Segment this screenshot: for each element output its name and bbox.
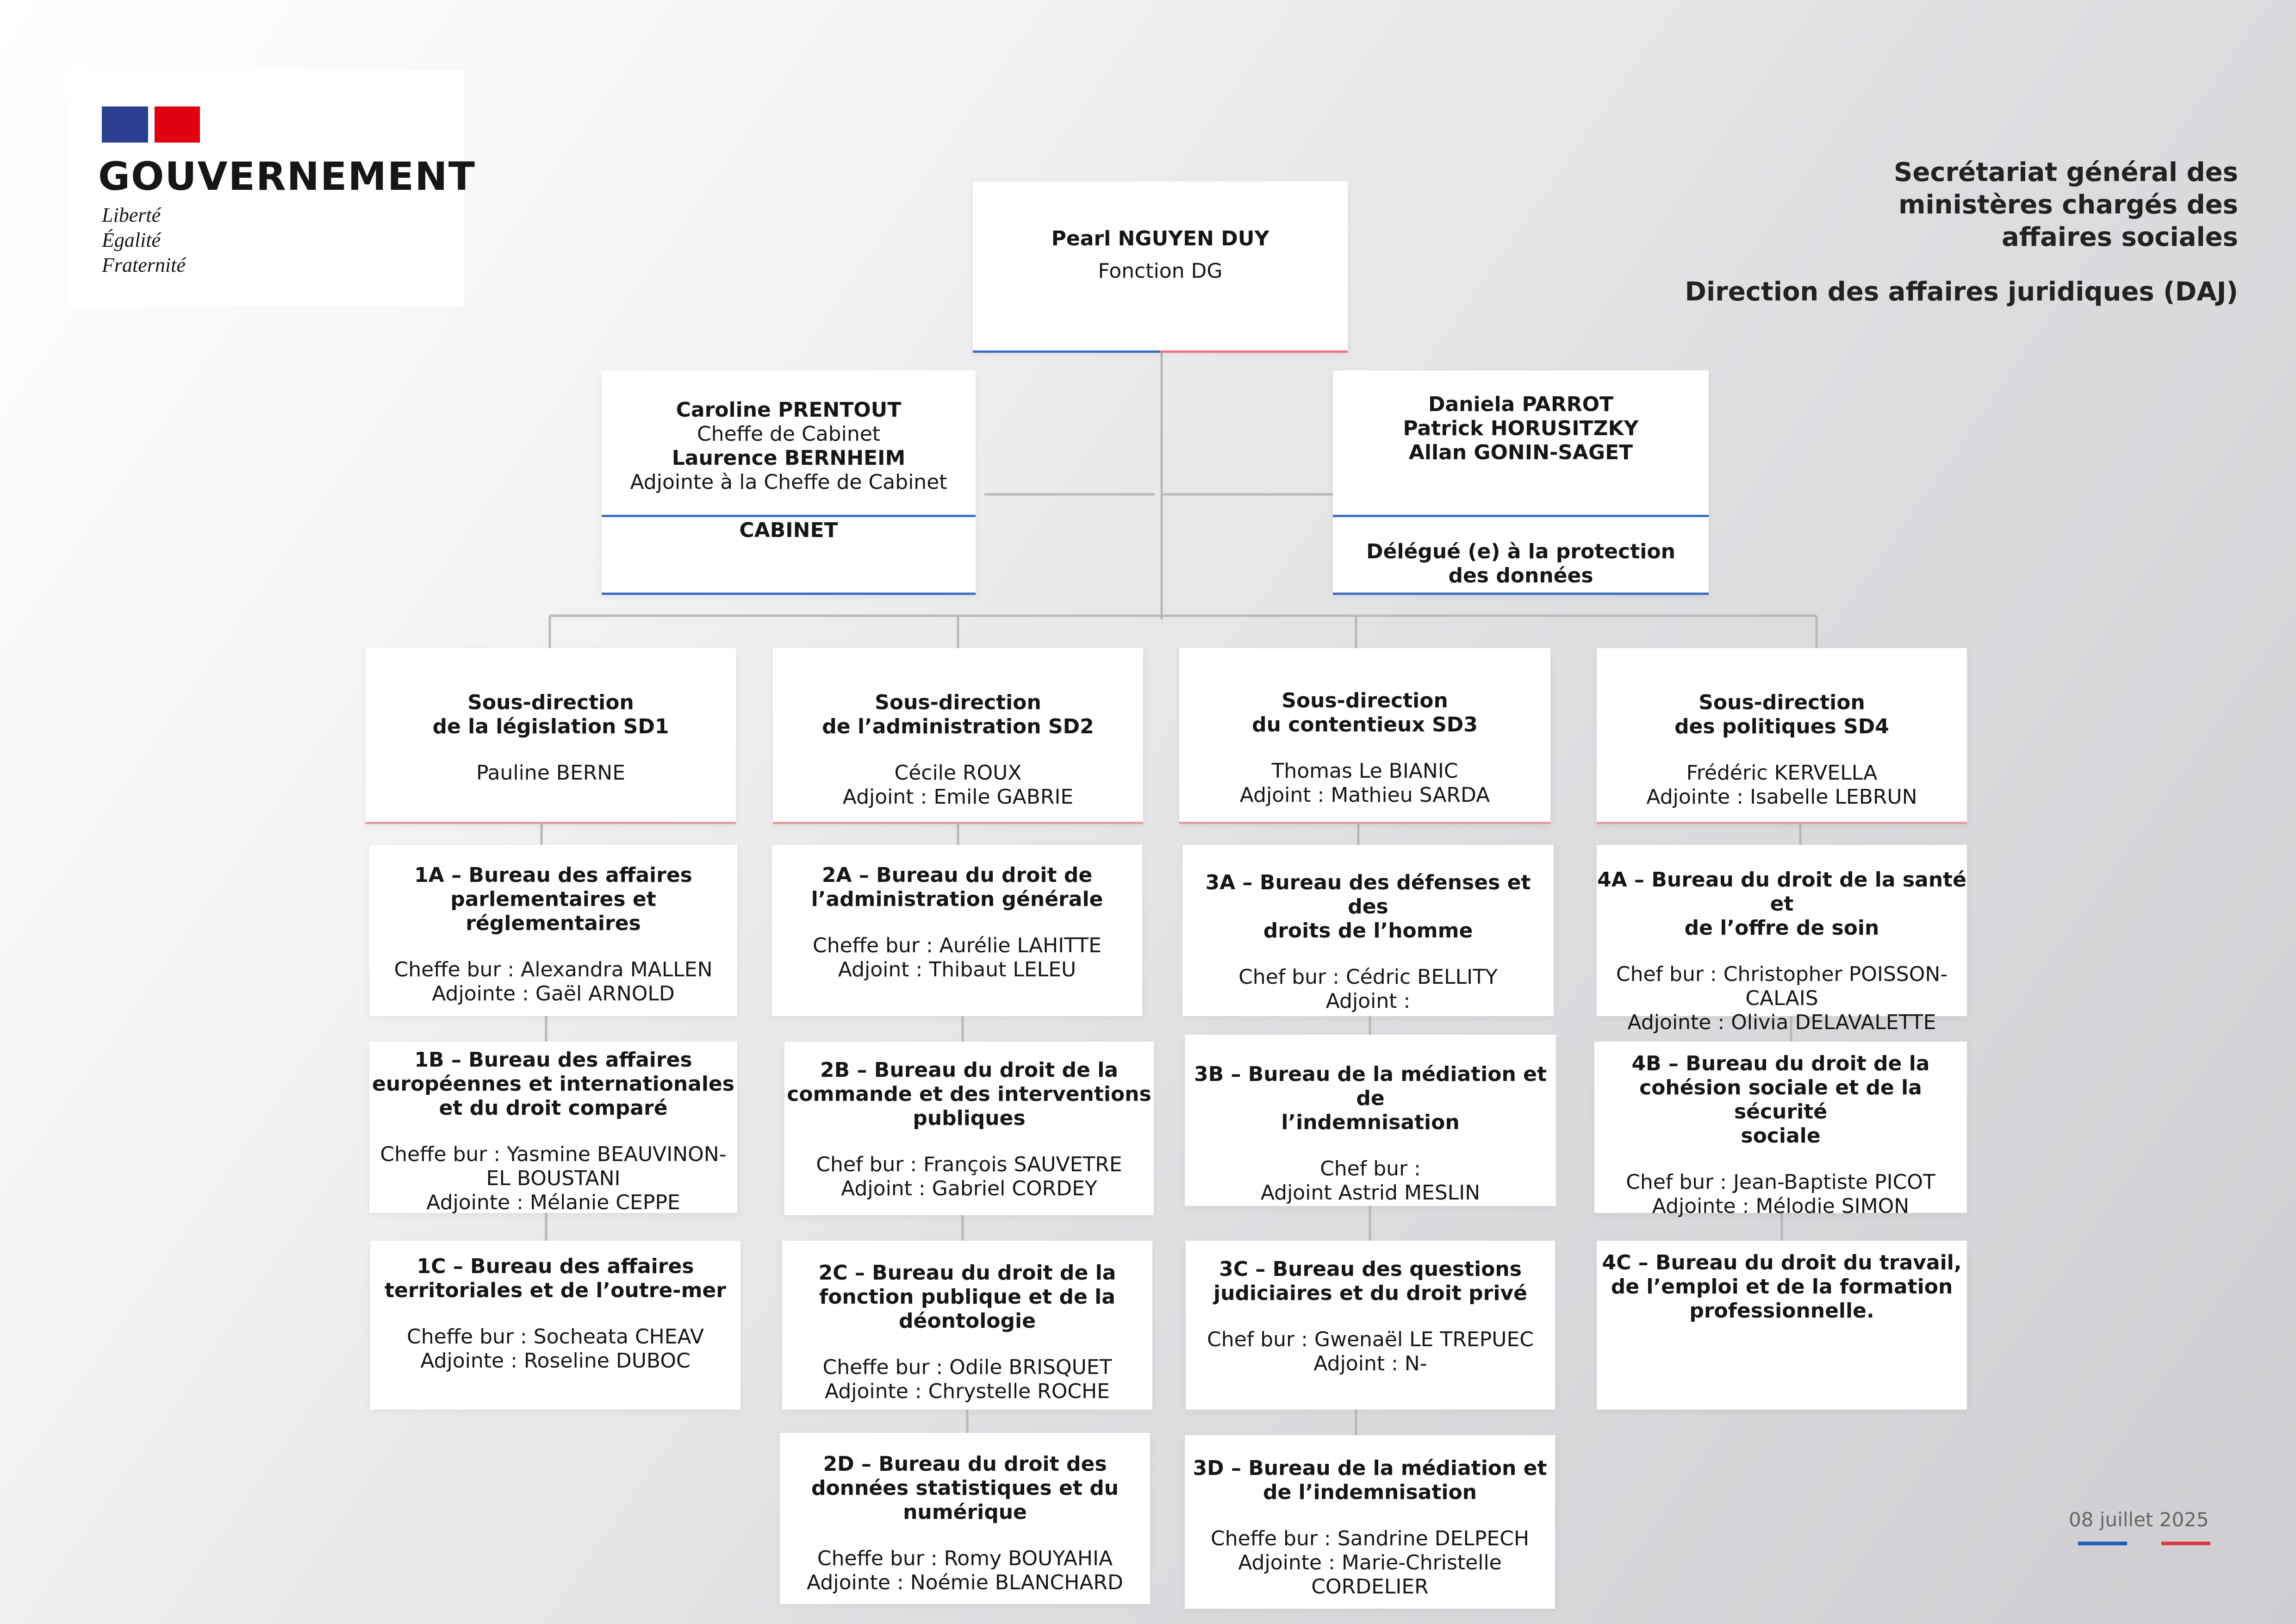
b3D-head: Cheffe bur : Sandrine DELPECH [1210,1527,1530,1550]
sd4-title-1: Sous-direction [1699,691,1865,714]
motto-egalite: Égalité [102,229,161,251]
sd3-deputy: Adjoint : Mathieu SARDA [1239,783,1490,807]
marianne-flag-icon [102,106,200,143]
bureau-4C [1597,1241,1967,1410]
director-name: Pearl NGUYEN DUY [1051,227,1269,250]
b1B-title-3: et du droit comparé [439,1096,668,1120]
bureau-2A [772,845,1142,1016]
b2D-title-1: 2D – Bureau du droit des [823,1452,1107,1476]
sd2-head: Cécile ROUX [894,761,1022,785]
b2D-title-3: numérique [903,1500,1027,1524]
bureau-1A [369,845,737,1016]
subdirection-sd3 [1179,648,1550,824]
b1B-deputy: Adjointe : Mélanie CEPPE [426,1191,680,1214]
cabinet-head-role: Cheffe de Cabinet [697,422,881,446]
b3B-title-1: 3B – Bureau de la médiation et de [1194,1062,1547,1110]
b4B-head: Chef bur : Jean-Baptiste PICOT [1626,1170,1935,1194]
b3B-head: Chef bur : [1320,1157,1421,1181]
dpo-label-line-1: Délégué (e) à la protection [1366,540,1675,563]
bureau-4B [1594,1042,1967,1218]
b1B-title-2: européennes et internationales [372,1072,734,1096]
b4B-title-2: cohésion sociale et de la sécurité [1639,1076,1922,1124]
director-box [973,181,1348,353]
b3D-title-2: de l’indemnisation [1263,1480,1477,1504]
date-accent-red [2161,1542,2210,1545]
b4A-title-2: de l’offre de soin [1684,916,1879,940]
director-role: Fonction DG [1098,259,1223,283]
sd1-head: Pauline BERNE [476,761,626,785]
b4A-title-1: 4A – Bureau du droit de la santé et [1597,868,1966,916]
b2D-deputy: Adjointe : Noémie BLANCHARD [807,1571,1123,1594]
dpo-name-1: Daniela PARROT [1428,393,1613,416]
bureau-4A [1597,845,1967,1034]
b2C-title-2: fonction publique et de la [819,1285,1115,1309]
b2B-title-3: publiques [913,1106,1026,1130]
b3C-deputy: Adjoint : N- [1313,1352,1427,1375]
bureau-2D [780,1433,1150,1604]
sd2-title-2: de l’administration SD2 [822,715,1094,738]
motto-liberte: Liberté [102,204,161,226]
b2A-title-1: 2A – Bureau du droit de [821,863,1093,887]
direction-title: Direction des affaires juridiques (DAJ) [1685,277,2238,307]
logo-title: GOUVERNEMENT [98,154,476,199]
b2C-title-1: 2C – Bureau du droit de la [818,1261,1116,1285]
cabinet-deputy-role: Adjointe à la Cheffe de Cabinet [630,470,947,494]
subdirection-sd2 [773,648,1143,824]
b4A-head-cont: CALAIS [1745,987,1818,1010]
b1B-head: Cheffe bur : Yasmine BEAUVINON- [380,1143,727,1166]
b2C-deputy: Adjointe : Chrystelle ROCHE [825,1380,1110,1403]
b1C-title-2: territoriales et de l’outre-mer [385,1279,726,1302]
cabinet-deputy-name: Laurence BERNHEIM [672,446,906,470]
b3C-head: Chef bur : Gwenaël LE TREPUEC [1207,1328,1534,1351]
b3A-title-1: 3A – Bureau des défenses et des [1205,871,1531,918]
org-line-1: Secrétariat général des [1894,157,2238,187]
org-header [1894,156,2238,254]
logo-motto [102,203,186,278]
b3D-deputy: Adjointe : Marie-Christelle [1238,1551,1502,1574]
bureau-1B [369,1042,737,1213]
bureau-3B [1185,1035,1556,1206]
b2B-deputy: Adjoint : Gabriel CORDEY [841,1177,1097,1200]
b1B-head-cont: EL BOUSTANI [486,1167,621,1190]
dpo-label-line-2: des données [1448,564,1593,587]
b3C-title-1: 3C – Bureau des questions [1219,1257,1522,1281]
org-line-2: ministères chargés des [1898,190,2238,220]
sd4-deputy: Adjointe : Isabelle LEBRUN [1646,785,1917,809]
b2C-title-3: déontologie [899,1309,1036,1333]
b1A-title-2: parlementaires et réglementaires [450,887,656,935]
b3B-deputy: Adjoint Astrid MESLIN [1260,1181,1481,1205]
b1A-title-1: 1A – Bureau des affaires [414,863,692,887]
cabinet-box [602,370,976,595]
b4B-title-1: 4B – Bureau du droit de la [1631,1052,1930,1075]
b4B-title-3: sociale [1741,1124,1821,1148]
sd2-title-1: Sous-direction [875,691,1041,714]
date-accent-blue [2078,1542,2127,1545]
bureau-2C [782,1241,1152,1410]
sd4-title-2: des politiques SD4 [1674,715,1889,738]
sd1-title-2: de la législation SD1 [432,715,669,738]
org-line-3: affaires sociales [2001,222,2238,252]
subdirection-sd1 [366,648,736,824]
sd2-deputy: Adjoint : Emile GABRIE [842,785,1074,809]
b4C-title-1: 4C – Bureau du droit du travail, [1602,1251,1962,1274]
b1C-head: Cheffe bur : Socheata CHEAV [407,1325,704,1349]
b1A-deputy: Adjointe : Gaël ARNOLD [432,982,675,1006]
b3C-title-2: judiciaires et du droit privé [1213,1281,1527,1305]
cabinet-head-name: Caroline PRENTOUT [676,398,902,422]
b3D-title-1: 3D – Bureau de la médiation et [1193,1456,1547,1480]
cabinet-label: CABINET [739,518,838,542]
bureau-3A [1182,845,1554,1016]
b4C-title-2: de l’emploi et de la formation [1611,1275,1953,1299]
b3B-title-2: l’indemnisation [1281,1111,1460,1134]
sd4-head: Frédéric KERVELLA [1686,761,1878,785]
dpo-box [1333,370,1709,595]
b4B-deputy: Adjointe : Mélodie SIMON [1652,1194,1910,1218]
b4C-title-3: professionnelle. [1689,1299,1874,1323]
b1A-head: Cheffe bur : Alexandra MALLEN [394,958,713,981]
b2B-title-2: commande et des interventions [787,1082,1151,1106]
b2B-head: Chef bur : François SAUVETRE [816,1153,1122,1176]
motto-fraternite: Fraternité [102,254,186,276]
bureau-3D [1185,1435,1555,1609]
dpo-name-2: Patrick HORUSITZKY [1403,417,1639,440]
b2A-title-2: l’administration générale [811,887,1103,911]
b2D-head: Cheffe bur : Romy BOUYAHIA [817,1547,1113,1570]
b1C-title-1: 1C – Bureau des affaires [417,1255,694,1278]
dpo-name-3: Allan GONIN-SAGET [1408,441,1633,464]
b1B-title-1: 1B – Bureau des affaires [414,1048,692,1072]
b2C-head: Cheffe bur : Odile BRISQUET [822,1355,1112,1379]
sd3-title-1: Sous-direction [1282,689,1448,712]
bureau-3C [1186,1241,1555,1410]
b2B-title-1: 2B – Bureau du droit de la [820,1058,1118,1082]
b4A-deputy: Adjointe : Olivia DELAVALETTE [1627,1011,1936,1034]
b1C-deputy: Adjointe : Roseline DUBOC [420,1349,691,1373]
sd3-title-2: du contentieux SD3 [1252,713,1478,737]
b3A-deputy: Adjoint : [1325,989,1411,1013]
b3D-deputy-cont: CORDELIER [1311,1575,1429,1599]
document-date: 08 juillet 2025 [2069,1508,2209,1531]
government-logo [68,70,476,306]
b2A-head: Cheffe bur : Aurélie LAHITTE [813,934,1101,957]
b3A-head: Chef bur : Cédric BELLITY [1238,965,1498,989]
subdirection-sd4 [1597,648,1967,824]
b4A-head: Chef bur : Christopher POISSON- [1616,962,1948,986]
sd3-head: Thomas Le BIANIC [1271,759,1458,783]
b3A-title-2: droits de l’homme [1263,919,1473,943]
bureau-1C [370,1241,740,1410]
bureau-2B [784,1042,1154,1215]
b2D-title-2: données statistiques et du [811,1476,1119,1500]
b2A-deputy: Adjoint : Thibaut LELEU [838,958,1076,981]
sd1-title-1: Sous-direction [467,691,634,714]
